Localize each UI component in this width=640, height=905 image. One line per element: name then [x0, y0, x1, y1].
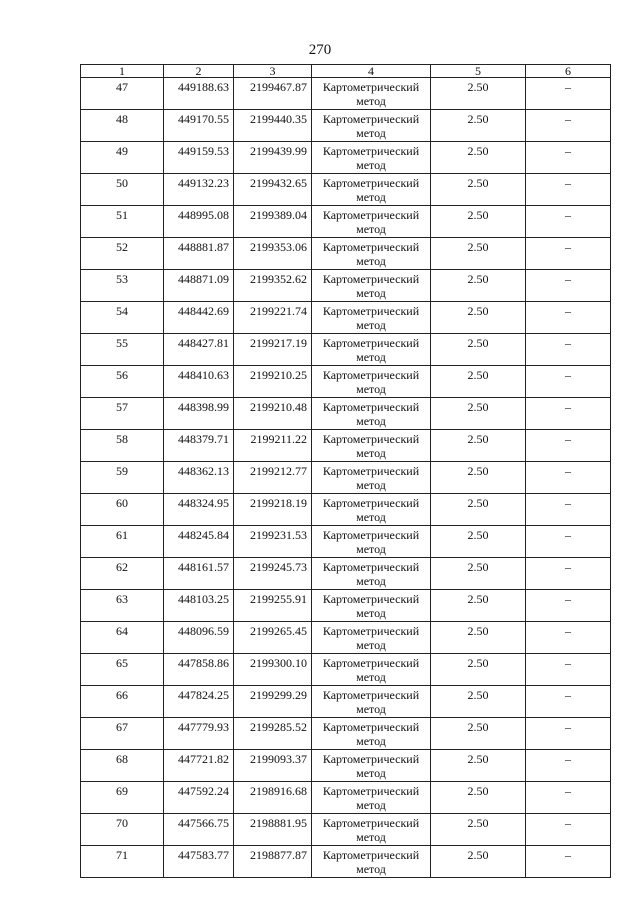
accuracy-cell: 2.50: [431, 142, 526, 174]
table-row: [81, 718, 611, 750]
accuracy-cell: 2.50: [431, 590, 526, 622]
header-col-4: 4: [312, 65, 431, 78]
table-row: [81, 366, 611, 398]
note-cell: –: [526, 462, 611, 494]
method-cell: [312, 334, 431, 366]
method-line-1: Картометрический: [322, 272, 420, 286]
accuracy-cell: 2.50: [431, 462, 526, 494]
note-cell: –: [526, 78, 611, 110]
x-coordinate-cell: 447858.86: [164, 654, 234, 686]
point-number-cell: 54: [81, 302, 164, 334]
method-cell: [312, 686, 431, 718]
method-line-2: метод: [356, 222, 386, 236]
method-line-1: Картометрический: [322, 688, 420, 702]
method-cell: [312, 526, 431, 558]
y-coordinate-cell: 2199432.65: [234, 174, 312, 206]
method-cell: [312, 366, 431, 398]
accuracy-cell: 2.50: [431, 494, 526, 526]
table-row: [81, 206, 611, 238]
method-cell: [312, 238, 431, 270]
table-row: [81, 398, 611, 430]
method-line-2: метод: [356, 670, 386, 684]
y-coordinate-cell: 2199352.62: [234, 270, 312, 302]
y-coordinate-cell: 2199231.53: [234, 526, 312, 558]
note-cell: –: [526, 366, 611, 398]
x-coordinate-cell: 448161.57: [164, 558, 234, 590]
method-cell: [312, 174, 431, 206]
method-line-2: метод: [356, 158, 386, 172]
y-coordinate-cell: 2199353.06: [234, 238, 312, 270]
x-coordinate-cell: 449170.55: [164, 110, 234, 142]
note-cell: –: [526, 558, 611, 590]
method-line-2: метод: [356, 190, 386, 204]
y-coordinate-cell: 2199467.87: [234, 78, 312, 110]
table-row: [81, 622, 611, 654]
y-coordinate-cell: 2199093.37: [234, 750, 312, 782]
x-coordinate-cell: 447592.24: [164, 782, 234, 814]
x-coordinate-cell: 449188.63: [164, 78, 234, 110]
accuracy-cell: 2.50: [431, 110, 526, 142]
point-number-cell: 70: [81, 814, 164, 846]
y-coordinate-cell: 2199299.29: [234, 686, 312, 718]
table-row: [81, 78, 611, 110]
accuracy-cell: 2.50: [431, 814, 526, 846]
accuracy-cell: 2.50: [431, 206, 526, 238]
method-line-2: метод: [356, 126, 386, 140]
method-line-1: Картометрический: [322, 80, 420, 94]
method-line-2: метод: [356, 446, 386, 460]
x-coordinate-cell: 447583.77: [164, 846, 234, 878]
point-number-cell: 52: [81, 238, 164, 270]
x-coordinate-cell: 448410.63: [164, 366, 234, 398]
y-coordinate-cell: 2199255.91: [234, 590, 312, 622]
y-coordinate-cell: 2199211.22: [234, 430, 312, 462]
point-number-cell: 69: [81, 782, 164, 814]
y-coordinate-cell: 2198881.95: [234, 814, 312, 846]
note-cell: –: [526, 206, 611, 238]
accuracy-cell: 2.50: [431, 302, 526, 334]
accuracy-cell: 2.50: [431, 78, 526, 110]
note-cell: –: [526, 718, 611, 750]
table-row: [81, 430, 611, 462]
table-row: [81, 814, 611, 846]
method-cell: [312, 494, 431, 526]
method-line-2: метод: [356, 286, 386, 300]
point-number-cell: 62: [81, 558, 164, 590]
x-coordinate-cell: 449132.23: [164, 174, 234, 206]
method-cell: [312, 430, 431, 462]
table-row: [81, 750, 611, 782]
method-cell: [312, 814, 431, 846]
method-line-1: Картометрический: [322, 624, 420, 638]
point-number-cell: 55: [81, 334, 164, 366]
method-cell: [312, 302, 431, 334]
method-line-1: Картометрический: [322, 656, 420, 670]
note-cell: –: [526, 174, 611, 206]
x-coordinate-cell: 448096.59: [164, 622, 234, 654]
point-number-cell: 53: [81, 270, 164, 302]
note-cell: –: [526, 750, 611, 782]
method-line-1: Картометрический: [322, 464, 420, 478]
method-line-1: Картометрический: [322, 400, 420, 414]
note-cell: –: [526, 686, 611, 718]
method-line-2: метод: [356, 734, 386, 748]
accuracy-cell: 2.50: [431, 718, 526, 750]
point-number-cell: 66: [81, 686, 164, 718]
x-coordinate-cell: 448881.87: [164, 238, 234, 270]
y-coordinate-cell: 2199389.04: [234, 206, 312, 238]
x-coordinate-cell: 447824.25: [164, 686, 234, 718]
method-cell: [312, 398, 431, 430]
method-line-1: Картометрический: [322, 144, 420, 158]
method-cell: [312, 110, 431, 142]
method-line-2: метод: [356, 542, 386, 556]
point-number-cell: 56: [81, 366, 164, 398]
y-coordinate-cell: 2199440.35: [234, 110, 312, 142]
accuracy-cell: 2.50: [431, 334, 526, 366]
point-number-cell: 51: [81, 206, 164, 238]
method-line-2: метод: [356, 510, 386, 524]
table-row: [81, 590, 611, 622]
method-line-2: метод: [356, 350, 386, 364]
x-coordinate-cell: 448427.81: [164, 334, 234, 366]
point-number-cell: 71: [81, 846, 164, 878]
table-header-row: [81, 65, 611, 78]
method-line-1: Картометрический: [322, 432, 420, 446]
method-cell: [312, 654, 431, 686]
accuracy-cell: 2.50: [431, 686, 526, 718]
method-line-1: Картометрический: [322, 784, 420, 798]
method-line-2: метод: [356, 318, 386, 332]
accuracy-cell: 2.50: [431, 782, 526, 814]
method-line-2: метод: [356, 862, 386, 876]
method-cell: [312, 142, 431, 174]
method-line-1: Картометрический: [322, 816, 420, 830]
point-number-cell: 48: [81, 110, 164, 142]
x-coordinate-cell: 448442.69: [164, 302, 234, 334]
x-coordinate-cell: 448379.71: [164, 430, 234, 462]
y-coordinate-cell: 2199221.74: [234, 302, 312, 334]
table-row: [81, 494, 611, 526]
y-coordinate-cell: 2199245.73: [234, 558, 312, 590]
x-coordinate-cell: 448398.99: [164, 398, 234, 430]
method-cell: [312, 718, 431, 750]
table-row: [81, 238, 611, 270]
accuracy-cell: 2.50: [431, 270, 526, 302]
x-coordinate-cell: 448871.09: [164, 270, 234, 302]
table-row: [81, 142, 611, 174]
point-number-cell: 57: [81, 398, 164, 430]
method-line-1: Картометрический: [322, 496, 420, 510]
note-cell: –: [526, 430, 611, 462]
point-number-cell: 63: [81, 590, 164, 622]
table-row: [81, 110, 611, 142]
method-cell: [312, 846, 431, 878]
table-row: [81, 526, 611, 558]
table-row: [81, 462, 611, 494]
method-line-2: метод: [356, 574, 386, 588]
method-cell: [312, 462, 431, 494]
table-row: [81, 654, 611, 686]
y-coordinate-cell: 2199439.99: [234, 142, 312, 174]
note-cell: –: [526, 654, 611, 686]
note-cell: –: [526, 142, 611, 174]
method-line-1: Картометрический: [322, 208, 420, 222]
method-line-1: Картометрический: [322, 240, 420, 254]
note-cell: –: [526, 110, 611, 142]
note-cell: –: [526, 622, 611, 654]
table-row: [81, 558, 611, 590]
method-cell: [312, 782, 431, 814]
table-row: [81, 782, 611, 814]
x-coordinate-cell: 448362.13: [164, 462, 234, 494]
point-number-cell: 47: [81, 78, 164, 110]
table-row: [81, 334, 611, 366]
accuracy-cell: 2.50: [431, 654, 526, 686]
coordinates-table: [80, 64, 611, 878]
method-line-1: Картометрический: [322, 528, 420, 542]
method-cell: [312, 590, 431, 622]
method-line-1: Картометрический: [322, 752, 420, 766]
x-coordinate-cell: 449159.53: [164, 142, 234, 174]
x-coordinate-cell: 447566.75: [164, 814, 234, 846]
accuracy-cell: 2.50: [431, 398, 526, 430]
accuracy-cell: 2.50: [431, 366, 526, 398]
accuracy-cell: 2.50: [431, 430, 526, 462]
accuracy-cell: 2.50: [431, 174, 526, 206]
table-row: [81, 846, 611, 878]
note-cell: –: [526, 590, 611, 622]
method-line-2: метод: [356, 94, 386, 108]
method-line-1: Картометрический: [322, 848, 420, 862]
point-number-cell: 65: [81, 654, 164, 686]
note-cell: –: [526, 302, 611, 334]
method-cell: [312, 750, 431, 782]
x-coordinate-cell: 447779.93: [164, 718, 234, 750]
point-number-cell: 61: [81, 526, 164, 558]
method-cell: [312, 622, 431, 654]
method-line-2: метод: [356, 830, 386, 844]
y-coordinate-cell: 2199210.48: [234, 398, 312, 430]
note-cell: –: [526, 526, 611, 558]
method-cell: [312, 558, 431, 590]
method-line-2: метод: [356, 414, 386, 428]
table-row: [81, 174, 611, 206]
method-line-1: Картометрический: [322, 560, 420, 574]
method-line-1: Картометрический: [322, 592, 420, 606]
y-coordinate-cell: 2199210.25: [234, 366, 312, 398]
y-coordinate-cell: 2198916.68: [234, 782, 312, 814]
point-number-cell: 49: [81, 142, 164, 174]
accuracy-cell: 2.50: [431, 846, 526, 878]
note-cell: –: [526, 334, 611, 366]
note-cell: –: [526, 782, 611, 814]
point-number-cell: 60: [81, 494, 164, 526]
accuracy-cell: 2.50: [431, 238, 526, 270]
method-cell: [312, 78, 431, 110]
method-line-1: Картометрический: [322, 304, 420, 318]
accuracy-cell: 2.50: [431, 558, 526, 590]
method-line-1: Картометрический: [322, 112, 420, 126]
method-cell: [312, 270, 431, 302]
y-coordinate-cell: 2199285.52: [234, 718, 312, 750]
x-coordinate-cell: 447721.82: [164, 750, 234, 782]
table-row: [81, 270, 611, 302]
method-line-1: Картометрический: [322, 176, 420, 190]
method-cell: [312, 206, 431, 238]
method-line-2: метод: [356, 702, 386, 716]
accuracy-cell: 2.50: [431, 622, 526, 654]
method-line-2: метод: [356, 478, 386, 492]
y-coordinate-cell: 2199212.77: [234, 462, 312, 494]
method-line-2: метод: [356, 766, 386, 780]
method-line-2: метод: [356, 638, 386, 652]
header-col-6: 6: [526, 65, 611, 78]
note-cell: –: [526, 494, 611, 526]
table-row: [81, 686, 611, 718]
note-cell: –: [526, 846, 611, 878]
note-cell: –: [526, 270, 611, 302]
point-number-cell: 58: [81, 430, 164, 462]
point-number-cell: 59: [81, 462, 164, 494]
method-line-2: метод: [356, 254, 386, 268]
table-row: [81, 302, 611, 334]
page-number: 270: [308, 42, 332, 58]
y-coordinate-cell: 2199300.10: [234, 654, 312, 686]
x-coordinate-cell: 448995.08: [164, 206, 234, 238]
point-number-cell: 64: [81, 622, 164, 654]
method-line-1: Картометрический: [322, 720, 420, 734]
x-coordinate-cell: 448103.25: [164, 590, 234, 622]
point-number-cell: 67: [81, 718, 164, 750]
y-coordinate-cell: 2199265.45: [234, 622, 312, 654]
note-cell: –: [526, 238, 611, 270]
header-col-3: 3: [234, 65, 312, 78]
header-col-1: 1: [81, 65, 164, 78]
header-col-2: 2: [164, 65, 234, 78]
method-line-2: метод: [356, 798, 386, 812]
accuracy-cell: 2.50: [431, 526, 526, 558]
x-coordinate-cell: 448324.95: [164, 494, 234, 526]
accuracy-cell: 2.50: [431, 750, 526, 782]
note-cell: –: [526, 398, 611, 430]
method-line-2: метод: [356, 606, 386, 620]
y-coordinate-cell: 2199217.19: [234, 334, 312, 366]
point-number-cell: 50: [81, 174, 164, 206]
x-coordinate-cell: 448245.84: [164, 526, 234, 558]
y-coordinate-cell: 2199218.19: [234, 494, 312, 526]
note-cell: –: [526, 814, 611, 846]
method-line-1: Картометрический: [322, 336, 420, 350]
method-line-1: Картометрический: [322, 368, 420, 382]
point-number-cell: 68: [81, 750, 164, 782]
y-coordinate-cell: 2198877.87: [234, 846, 312, 878]
header-col-5: 5: [431, 65, 526, 78]
method-line-2: метод: [356, 382, 386, 396]
